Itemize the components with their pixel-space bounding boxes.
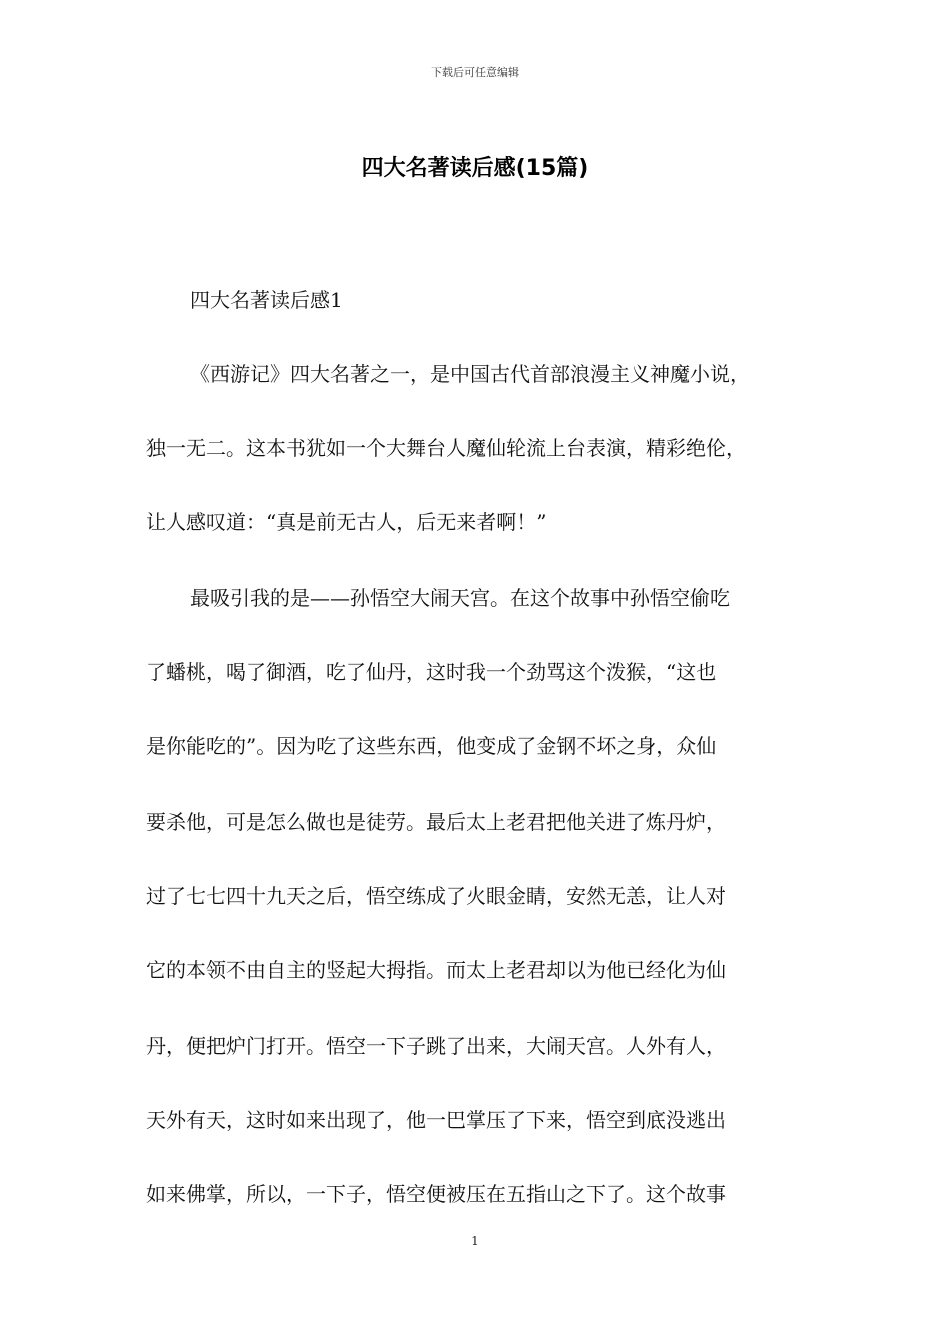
paragraph-line: 如来佛掌，所以，一下子，悟空便被压在五指山之下了。这个故事 bbox=[146, 1182, 726, 1206]
paragraph-line: 过了七七四十九天之后，悟空练成了火眼金睛，安然无恙，让人对 bbox=[146, 884, 726, 908]
paragraph-line: 了蟠桃，喝了御酒，吃了仙丹，这时我一个劲骂这个泼猴，“这也 bbox=[146, 660, 717, 684]
paragraph-line: 让人感叹道：“真是前无古人，后无来者啊！” bbox=[146, 510, 547, 534]
section-heading: 四大名著读后感1 bbox=[190, 288, 343, 312]
paragraph-line: 要杀他，可是怎么做也是徒劳。最后太上老君把他关进了炼丹炉， bbox=[146, 810, 726, 834]
paragraph-line: 独一无二。这本书犹如一个大舞台人魔仙轮流上台表演，精彩绝伦， bbox=[146, 436, 746, 460]
paragraph-line: 它的本领不由自主的竖起大拇指。而太上老君却以为他已经化为仙 bbox=[146, 958, 726, 982]
paragraph-line: 是你能吃的”。因为吃了这些东西，他变成了金钢不坏之身，众仙 bbox=[146, 734, 717, 758]
page-header-note: 下载后可任意编辑 bbox=[431, 66, 519, 79]
paragraph-line: 最吸引我的是——孙悟空大闹天宫。在这个故事中孙悟空偷吃 bbox=[190, 586, 730, 610]
page-number: 1 bbox=[471, 1234, 479, 1248]
paragraph-line: 天外有天，这时如来出现了，他一巴掌压了下来，悟空到底没逃出 bbox=[146, 1108, 726, 1132]
document-title: 四大名著读后感(15篇) bbox=[361, 156, 589, 181]
paragraph-line: 《西游记》四大名著之一，是中国古代首部浪漫主义神魔小说， bbox=[190, 362, 750, 386]
paragraph-line: 丹，便把炉门打开。悟空一下子跳了出来，大闹天宫。人外有人， bbox=[146, 1034, 726, 1058]
